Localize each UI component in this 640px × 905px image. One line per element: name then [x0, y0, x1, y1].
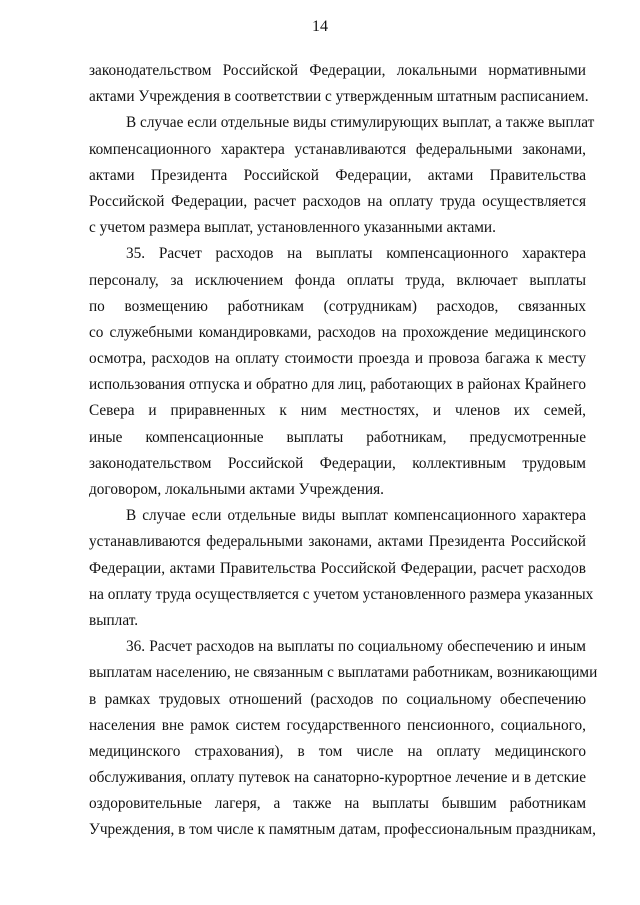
text-line: 35. Расчет расходов на выплаты компенсационного характера	[126, 245, 586, 263]
text-line: выплатам населению, не связанным с выплатами работникам, возникающими	[89, 664, 598, 682]
text-line: использования отпуска и обратно для лиц, работающих в районах Крайнего	[89, 376, 586, 394]
text-line: в рамках трудовых отношений (расходов по социальному обеспечению	[89, 690, 586, 708]
text-line: законодательством Российской Федерации, локальными нормативными	[89, 62, 586, 79]
text-line: с учетом размера выплат, установленного указанными актами.	[89, 219, 496, 237]
text-line: со служебными командировками, расходов на прохождение медицинского	[89, 323, 586, 341]
text-line: законодательством Российской Федерации, коллективным трудовым	[89, 454, 586, 472]
text-line: договором, локальными актами Учреждения.	[89, 481, 384, 498]
page-number: 14	[312, 18, 328, 35]
paragraph	[89, 503, 594, 634]
text-line: обслуживания, оплату путевок на санаторно-курортное лечение и в детские	[89, 769, 586, 787]
text-line: оздоровительные лагеря, а также на выплаты бывшим работникам	[89, 795, 586, 813]
text-line: иные компенсационные выплаты работникам, предусмотренные	[89, 428, 586, 446]
text-line: по возмещению работникам (сотрудникам) расходов, связанных	[89, 297, 586, 315]
paragraph	[89, 634, 598, 844]
body-text	[89, 58, 598, 844]
paragraph	[89, 241, 586, 503]
text-line: персоналу, за исключением фонда оплаты труда, включает выплаты	[89, 271, 586, 289]
text-line: осмотра, расходов на оплату стоимости проезда и провоза багажа к месту	[89, 350, 586, 368]
text-line: актами Президента Российской Федерации, актами Правительства	[89, 166, 586, 184]
text-line: на оплату труда осуществляется с учетом установленного размера указанных	[89, 585, 594, 603]
text-line: Учреждения, в том числе к памятным датам, профессиональным праздникам,	[89, 821, 596, 839]
text-line: В случае если отдельные виды выплат компенсационного характера	[126, 507, 586, 525]
text-line: Российской Федерации, расчет расходов на оплату труда осуществляется	[89, 192, 586, 210]
text-line: выплат.	[89, 611, 139, 629]
text-line: медицинского страхования), в том числе на оплату медицинского	[89, 742, 586, 760]
text-line: устанавливаются федеральными законами, актами Президента Российской	[89, 533, 586, 551]
paragraph	[89, 58, 589, 110]
text-line: населения вне рамок систем государственного пенсионного, социального,	[89, 716, 586, 734]
text-line: 36. Расчет расходов на выплаты по социальному обеспечению и иным	[126, 638, 586, 656]
text-line: актами Учреждения в соответствии с утвержденным штатным расписанием.	[89, 88, 589, 106]
text-line: Федерации, актами Правительства Российской Федерации, расчет расходов	[89, 559, 586, 577]
text-line: компенсационного характера устанавливаются федеральными законами,	[89, 140, 586, 158]
text-line: В случае если отдельные виды стимулирующих выплат, а также выплат	[126, 114, 595, 132]
paragraph	[89, 110, 595, 241]
text-line: Севера и приравненных к ним местностях, и членов их семей,	[89, 402, 586, 420]
